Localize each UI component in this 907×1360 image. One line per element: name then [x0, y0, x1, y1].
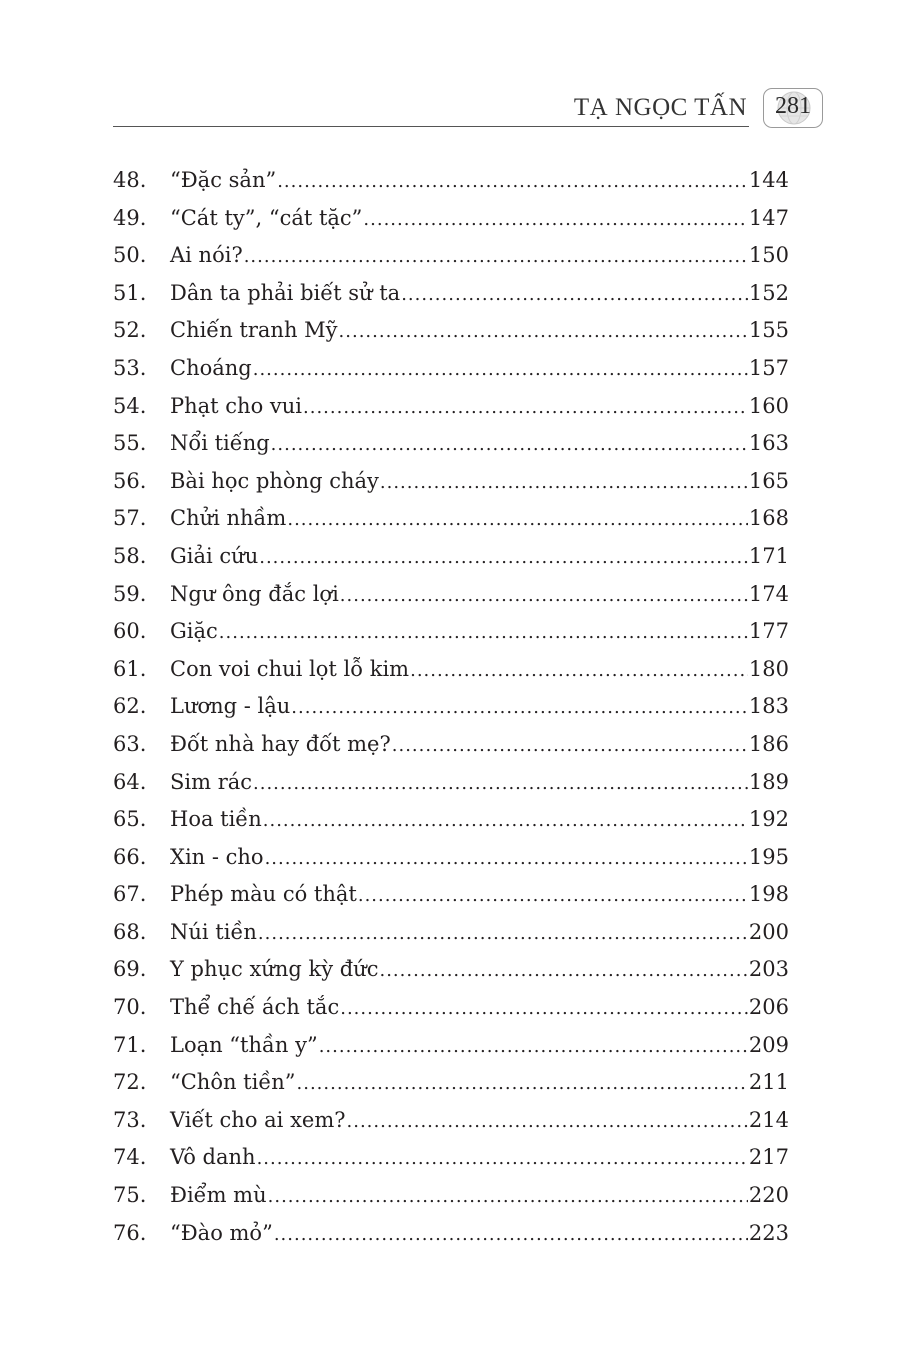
dot-leader [277, 163, 748, 201]
toc-entry-page: 180 [748, 656, 789, 681]
toc-entry-title: Đốt nhà hay đốt mẹ? [170, 731, 391, 756]
toc-entry-number: 60. [113, 619, 147, 644]
toc-entry-page: 211 [748, 1070, 789, 1095]
toc-entry-number: 73. [113, 1107, 147, 1132]
toc-entry-title: “Cát ty”, “cát tặc” [170, 205, 363, 230]
toc-entry-title: Vô danh [170, 1145, 256, 1170]
dot-leader [253, 351, 748, 389]
dot-leader [268, 1178, 748, 1216]
toc-entry-number: 64. [113, 769, 147, 794]
toc-entry [113, 463, 789, 501]
toc-entry-title: Y phục xứng kỳ đức [170, 957, 379, 982]
toc-entry-title: Thể chế ách tắc [170, 995, 340, 1020]
toc-entry-title: “Chôn tiền” [170, 1070, 296, 1095]
toc-entry [113, 1102, 789, 1140]
toc-entry-number: 68. [113, 919, 147, 944]
toc-entry-title: Con voi chui lọt lỗ kim [170, 656, 410, 681]
toc-entry [113, 538, 789, 576]
toc-entry-page: 214 [748, 1107, 789, 1132]
toc-entry [113, 801, 789, 839]
toc-entry-title: Hoa tiền [170, 807, 262, 832]
toc-entry-title: Chửi nhầm [170, 506, 287, 531]
page-number: 281 [775, 93, 811, 119]
toc-entry-title: Giải cứu [170, 543, 259, 568]
dot-leader [287, 501, 748, 539]
toc-entry-title: Nổi tiếng [170, 431, 270, 456]
dot-leader [259, 539, 748, 577]
toc-entry-number: 53. [113, 355, 147, 380]
toc-entry-number: 76. [113, 1220, 147, 1245]
toc-entry-title: Núi tiền [170, 919, 257, 944]
toc-entry-number: 51. [113, 280, 147, 305]
dot-leader [263, 802, 748, 840]
toc-entry-page: 165 [748, 468, 789, 493]
toc-entry-number: 65. [113, 807, 147, 832]
toc-entry-title: Ngư ông đắc lợi [170, 581, 339, 606]
toc-entry-page: 174 [748, 581, 789, 606]
toc-entry-title: “Đặc sản” [170, 168, 277, 192]
toc-entry-page: 206 [748, 995, 789, 1020]
toc-entry-title: Giặc [170, 619, 218, 644]
dot-leader [340, 990, 748, 1028]
toc-entry-number: 54. [113, 393, 147, 418]
toc-entry-title: Choáng [170, 355, 252, 380]
dot-leader [219, 614, 748, 652]
toc-entry [113, 388, 789, 426]
toc-entry-page: 189 [748, 769, 789, 794]
dot-leader [319, 1028, 748, 1066]
toc-entry-number: 63. [113, 731, 147, 756]
toc-entry-title: Phép màu có thật [170, 882, 357, 907]
toc-entry-page: 177 [748, 619, 789, 644]
toc-entry [113, 1139, 789, 1177]
toc-entry-number: 71. [113, 1032, 147, 1057]
toc-entry-title: Phạt cho vui [170, 393, 302, 418]
dot-leader [253, 765, 748, 803]
dot-leader [363, 201, 747, 239]
toc-entry-number: 56. [113, 468, 147, 493]
toc-entry-title: Bài học phòng cháy [170, 468, 379, 493]
toc-entry [113, 951, 789, 989]
toc-entry-page: 186 [748, 731, 789, 756]
toc-entry [113, 237, 789, 275]
dot-leader [339, 313, 748, 351]
toc-entry-page: 200 [748, 919, 789, 944]
toc-entry-page: 152 [748, 280, 789, 305]
toc-entry-number: 75. [113, 1183, 147, 1208]
dot-leader [265, 840, 748, 878]
toc-entry-page: 198 [748, 882, 789, 907]
author-name: TẠ NGỌC TẤN [573, 94, 747, 121]
toc-entry-number: 59. [113, 581, 147, 606]
toc-entry [113, 500, 789, 538]
dot-leader [392, 727, 748, 765]
toc-entry [113, 1215, 789, 1253]
toc-entry [113, 876, 789, 914]
toc-entry-title: “Đào mỏ” [170, 1220, 273, 1245]
toc-entry [113, 726, 789, 764]
toc-entry-number: 74. [113, 1145, 147, 1170]
toc-entry-page: 144 [748, 168, 789, 192]
toc-entry [113, 1064, 789, 1102]
toc-entry-number: 61. [113, 656, 147, 681]
dot-leader [340, 577, 748, 615]
toc-entry-number: 50. [113, 243, 147, 268]
toc-entry-title: Xin - cho [170, 844, 264, 869]
dot-leader [274, 1216, 748, 1254]
toc-entry-number: 49. [113, 205, 147, 230]
toc-entry [113, 989, 789, 1027]
page-number-badge [763, 88, 823, 128]
toc-entry [113, 312, 789, 350]
toc-entry-page: 168 [748, 506, 789, 531]
toc-entry-number: 48. [113, 168, 147, 192]
toc-entry-page: 195 [748, 844, 789, 869]
toc-entry [113, 1027, 789, 1065]
toc-entry-page: 163 [748, 431, 789, 456]
toc-entry-page: 217 [748, 1145, 789, 1170]
dot-leader [347, 1103, 748, 1141]
toc-entry-number: 58. [113, 543, 147, 568]
toc-entry [113, 200, 789, 238]
toc-entry [113, 613, 789, 651]
dot-leader [258, 915, 748, 953]
toc-entry-page: 147 [748, 205, 789, 230]
toc-entry-number: 55. [113, 431, 147, 456]
toc-entry-title: Loạn “thần y” [170, 1032, 318, 1057]
dot-leader [291, 689, 748, 727]
toc-entry [113, 576, 789, 614]
toc-entry-page: 192 [748, 807, 789, 832]
toc-entry-page: 171 [748, 543, 789, 568]
dot-leader [401, 276, 748, 314]
toc-entry [113, 764, 789, 802]
table-of-contents [113, 162, 789, 1252]
toc-entry-title: Dân ta phải biết sử ta [170, 280, 401, 305]
toc-entry-page: 220 [748, 1183, 789, 1208]
dot-leader [257, 1140, 748, 1178]
toc-entry [113, 839, 789, 877]
dot-leader [380, 464, 748, 502]
toc-entry-page: 150 [748, 243, 789, 268]
toc-entry-page: 223 [748, 1220, 789, 1245]
dot-leader [379, 952, 747, 990]
toc-entry-title: Ai nói? [170, 243, 243, 268]
dot-leader [297, 1065, 748, 1103]
dot-leader [271, 426, 748, 464]
dot-leader [244, 238, 748, 276]
toc-entry-number: 62. [113, 694, 147, 719]
running-header [113, 84, 825, 128]
toc-entry-number: 66. [113, 844, 147, 869]
toc-entry [113, 1177, 789, 1215]
dot-leader [358, 877, 748, 915]
toc-entry-number: 67. [113, 882, 147, 907]
toc-entry-page: 160 [748, 393, 789, 418]
toc-entry [113, 162, 789, 200]
toc-entry-title: Viết cho ai xem? [170, 1107, 346, 1132]
toc-entry-number: 70. [113, 995, 147, 1020]
toc-entry-title: Lương - lậu [170, 694, 291, 719]
toc-entry-number: 69. [113, 957, 147, 982]
toc-entry [113, 425, 789, 463]
toc-entry-number: 72. [113, 1070, 147, 1095]
toc-entry [113, 651, 789, 689]
toc-entry-page: 157 [748, 355, 789, 380]
toc-entry-title: Điểm mù [170, 1183, 267, 1208]
toc-entry-page: 203 [748, 957, 789, 982]
dot-leader [410, 652, 748, 690]
toc-entry [113, 350, 789, 388]
toc-entry-page: 183 [748, 694, 789, 719]
toc-entry-number: 57. [113, 506, 147, 531]
toc-entry [113, 688, 789, 726]
toc-entry-page: 209 [748, 1032, 789, 1057]
toc-entry-number: 52. [113, 318, 147, 343]
toc-entry [113, 275, 789, 313]
toc-entry-title: Chiến tranh Mỹ [170, 318, 338, 343]
dot-leader [303, 389, 748, 427]
header-rule [113, 126, 749, 127]
toc-entry-title: Sim rác [170, 769, 253, 794]
toc-entry-page: 155 [748, 318, 789, 343]
toc-entry [113, 914, 789, 952]
